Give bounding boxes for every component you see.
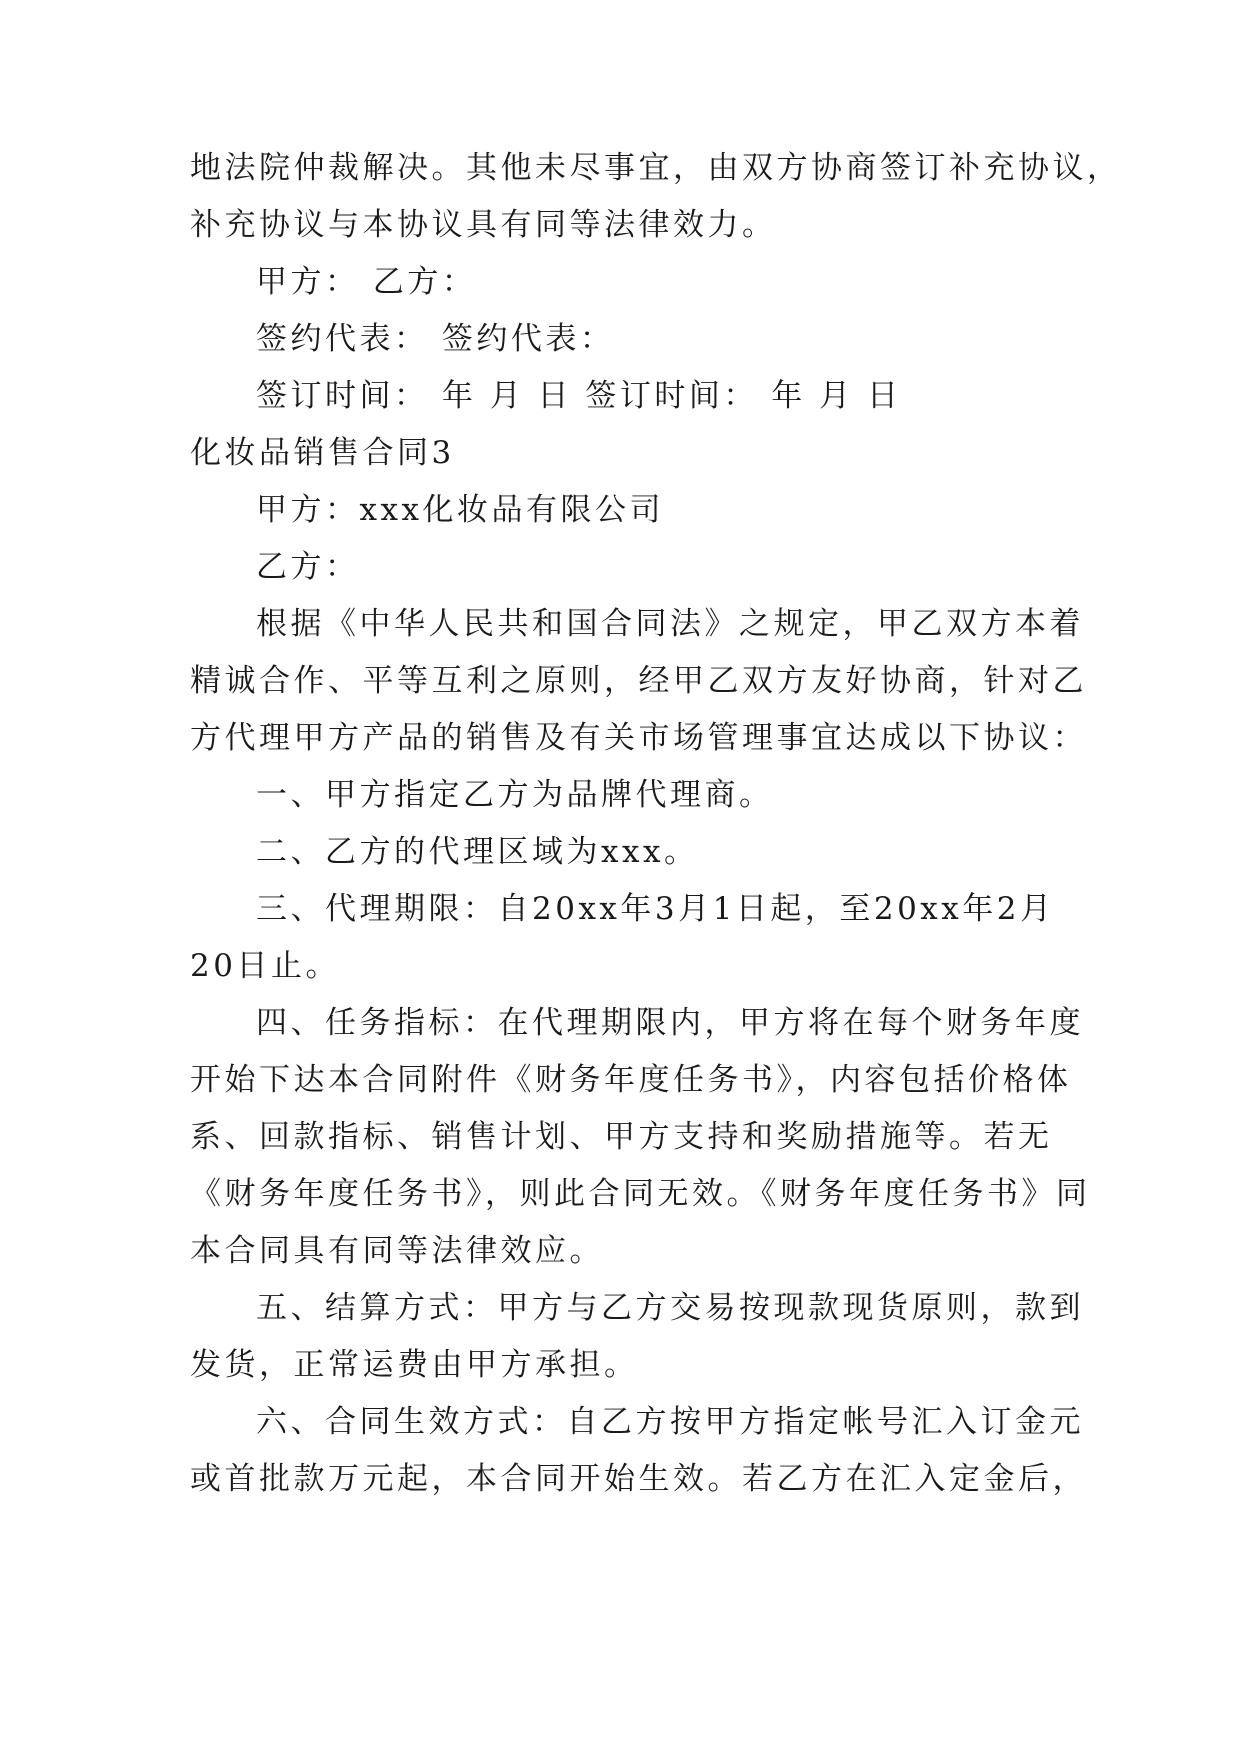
party-b: 乙方：	[256, 549, 360, 585]
clause-line: 发货，正常运费由甲方承担。	[190, 1347, 639, 1383]
clause-line: 二、乙方的代理区域为xxx。	[256, 834, 699, 870]
paragraph-line: 地法院仲裁解决。其他未尽事宜，由双方协商签订补充协议，	[190, 150, 1122, 186]
clause-line: 四、任务指标：在代理期限内，甲方将在每个财务年度	[256, 1005, 1084, 1041]
paragraph-line: 补充协议与本协议具有同等法律效力。	[190, 207, 777, 243]
clause-line: 《财务年度任务书》，则此合同无效。《财务年度任务书》同	[190, 1176, 1091, 1212]
clause-line: 本合同具有同等法律效应。	[190, 1233, 604, 1269]
clause-line: 六、合同生效方式：自乙方按甲方指定帐号汇入订金元	[256, 1404, 1084, 1440]
clause-line: 开始下达本合同附件《财务年度任务书》，内容包括价格体	[190, 1062, 1072, 1098]
paragraph-line: 根据《中华人民共和国合同法》之规定，甲乙双方本着	[256, 606, 1084, 642]
clause-line: 或首批款万元起，本合同开始生效。若乙方在汇入定金后，	[190, 1461, 1087, 1497]
signatory-labels: 签约代表： 签约代表：	[256, 321, 615, 357]
party-labels: 甲方： 乙方：	[256, 264, 477, 300]
paragraph-line: 精诚合作、平等互利之原则，经甲乙双方友好协商，针对乙	[190, 663, 1087, 699]
party-a: 甲方：xxx化妆品有限公司	[256, 492, 664, 528]
signing-date-labels: 签订时间： 年 月 日 签订时间： 年 月 日	[256, 378, 902, 414]
clause-line: 20日止。	[190, 948, 340, 984]
paragraph-line: 方代理甲方产品的销售及有关市场管理事宜达成以下协议：	[190, 720, 1087, 756]
clause-line: 系、回款指标、销售计划、甲方支持和奖励措施等。若无	[190, 1119, 1053, 1155]
clause-line: 一、甲方指定乙方为品牌代理商。	[256, 777, 774, 813]
clause-line: 五、结算方式：甲方与乙方交易按现款现货原则，款到	[256, 1290, 1084, 1326]
clause-line: 三、代理期限：自20xx年3月1日起，至20xx年2月	[256, 891, 1055, 927]
contract-title: 化妆品销售合同3	[190, 435, 455, 471]
